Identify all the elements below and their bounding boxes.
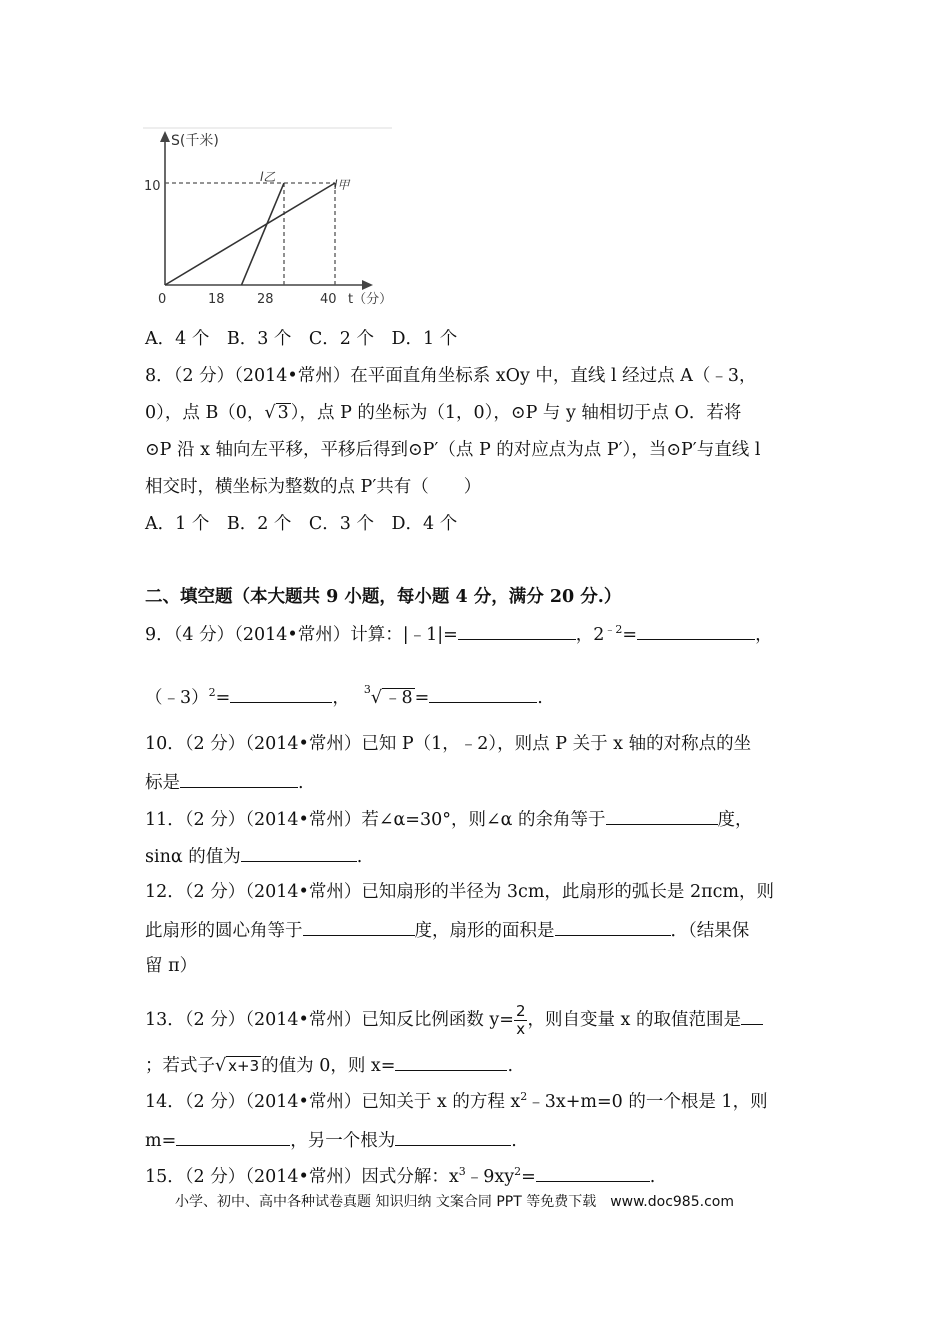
q15-line: [145, 1163, 655, 1189]
q10-blank[interactable]: [180, 769, 298, 788]
q13-line2-c: .: [507, 1056, 514, 1076]
section2-title: 二、填空题（本大题共 9 小题，每小题 4 分，满分 20 分.）: [145, 587, 622, 607]
q15-b: ﹣9xy: [465, 1167, 515, 1187]
q14-blank1[interactable]: [176, 1127, 290, 1146]
q10-line2: [145, 769, 304, 795]
q11-line1-a: 11．（2 分）（2014•常州）若∠α=30°，则∠α 的余角等于: [145, 810, 606, 830]
origin-label: 0: [158, 292, 167, 307]
q8-line2-b: ），点 P 的坐标为（1，0），⊙P 与 y 轴相切于点 O．若将: [290, 403, 742, 423]
q10-line1: 10．（2 分）（2014•常州）已知 P（1，﹣2），则点 P 关于 x 轴的对称点的坐: [145, 734, 752, 754]
x-tick-18: 18: [208, 292, 225, 307]
q12-line2-a: 此扇形的圆心角等于: [145, 921, 303, 941]
q12-blank1[interactable]: [303, 917, 415, 936]
q12-line2-c: ．（结果保: [670, 921, 750, 941]
series-line-yi: [242, 183, 285, 285]
q9-blank4[interactable]: [429, 684, 537, 703]
q14-line1: [145, 1090, 768, 1114]
q11-blank2[interactable]: [241, 843, 357, 862]
q9-blank1[interactable]: [458, 621, 576, 640]
q9-c: =: [622, 625, 638, 645]
q12-line2-b: 度，扇形的面积是: [414, 921, 555, 941]
q9-line1: [145, 621, 773, 647]
series-line-jia: [165, 183, 335, 285]
q9-e: （﹣3）: [145, 688, 209, 708]
q15-sup1: 3: [458, 1165, 466, 1178]
q9-d: ，: [755, 625, 773, 645]
q10-line2-b: .: [298, 773, 304, 793]
q15-c: =: [521, 1167, 536, 1187]
q14-line1-b: ﹣3x+m=0 的一个根是 1，则: [527, 1092, 768, 1112]
q13-frac-num: 2: [515, 1002, 526, 1020]
q9-h: =: [414, 688, 430, 708]
q14-line2: [145, 1127, 517, 1153]
x-tick-28: 28: [257, 292, 274, 307]
q8-line3: ⊙P 沿 x 轴向左平移，平移后得到⊙P′（点 P 的对应点为点 P′），当⊙P′与直线 l: [145, 440, 761, 460]
q13-fraction: [514, 1003, 528, 1038]
q8-sqrt3: 3: [277, 403, 289, 423]
q13-line2: [145, 1052, 513, 1078]
footer-ad: 小学、初中、高中各种试卷真题 知识归纳 文案合同 PPT 等免费下载 www.doc985.com: [175, 1194, 734, 1210]
x-axis-label: t（分）: [348, 292, 393, 307]
y-axis-label: S(千米): [171, 133, 219, 149]
q11-line2-b: .: [356, 847, 363, 867]
q13-blank1[interactable]: [741, 1006, 763, 1025]
q13-line1: [145, 1003, 763, 1038]
q15-a: 15．（2 分）（2014•常州）因式分解：x: [145, 1167, 459, 1187]
q12-line3: 留 π）: [145, 956, 198, 976]
q13-line1-a: 13．（2 分）（2014•常州）已知反比例函数 y=: [145, 1010, 514, 1030]
q14-line1-a: 14．（2 分）（2014•常州）已知关于 x 的方程 x: [145, 1092, 521, 1112]
q8-options: A．1 个 B．2 个 C．3 个 D．4 个: [145, 514, 458, 534]
q10-line2-a: 标是: [145, 773, 180, 793]
y-axis-arrow: [160, 131, 170, 142]
q11-line2-a: sinα 的值为: [145, 847, 241, 867]
line-label-jia: l甲: [334, 178, 350, 192]
q9-root-rad: ﹣8: [383, 688, 413, 708]
q13-line2-a: ；若式子: [145, 1056, 215, 1076]
q8-line2: [145, 401, 741, 425]
x-tick-40: 40: [320, 292, 337, 307]
q11-line1: [145, 806, 753, 832]
q14-line2-c: .: [511, 1131, 517, 1151]
q14-line2-b: ，另一个根为: [290, 1131, 396, 1151]
q9-a: 9．（4 分）（2014•常州）计算：|﹣1|=: [145, 625, 458, 645]
q9-line2: [145, 684, 543, 710]
q9-blank2[interactable]: [637, 621, 755, 640]
q9-b: ，2: [575, 625, 605, 645]
q7-options: A．4 个 B．3 个 C．2 个 D．1 个: [145, 329, 458, 349]
q11-line1-b: 度，: [717, 810, 753, 830]
q8-line1: 8．（2 分）（2014•常州）在平面直角坐标系 xOy 中，直线 l 经过点 A（﹣3，: [145, 366, 757, 386]
q9-f: =: [215, 688, 231, 708]
q12-line2: [145, 917, 749, 943]
q9-e-sup: 2: [208, 686, 216, 699]
q13-blank2[interactable]: [395, 1052, 507, 1071]
line-label-yi: l乙: [260, 170, 276, 184]
q15-sup2: 2: [514, 1165, 522, 1178]
q9-blank3[interactable]: [230, 684, 332, 703]
q9-b-sup: ﹣2: [604, 623, 623, 636]
q11-line2: [145, 843, 362, 869]
q9-root-index: 3: [363, 683, 371, 696]
y-tick-10: 10: [144, 179, 161, 194]
q14-blank2[interactable]: [395, 1127, 511, 1146]
q9-g: ，: [332, 688, 350, 708]
distance-time-graph: [140, 125, 400, 310]
q11-blank1[interactable]: [606, 806, 718, 825]
q8-line4: 相交时，横坐标为整数的点 P′共有（ ）: [145, 477, 482, 497]
q14-sup: 2: [520, 1090, 528, 1103]
x-axis-arrow: [362, 280, 373, 290]
q12-blank2[interactable]: [555, 917, 671, 936]
cube-root-sign: √: [370, 688, 382, 708]
sqrt-sign: √: [264, 403, 276, 423]
q15-d: .: [649, 1167, 656, 1187]
q13-frac-den: x: [516, 1020, 526, 1038]
q8-line2-a: 0），点 B（0，: [145, 403, 265, 423]
q9-i: .: [537, 688, 543, 708]
q13-line2-b: 的值为 0，则 x=: [261, 1056, 396, 1076]
q14-line2-a: m=: [145, 1131, 177, 1151]
q13-rad: x+3: [228, 1057, 260, 1075]
q15-blank[interactable]: [536, 1163, 650, 1182]
q13-line1-b: ，则自变量 x 的取值范围是: [527, 1010, 741, 1030]
sqrt-sign-2: √: [215, 1056, 227, 1076]
q12-line1: 12．（2 分）（2014•常州）已知扇形的半径为 3cm，此扇形的弧长是 2πcm，则: [145, 882, 775, 902]
